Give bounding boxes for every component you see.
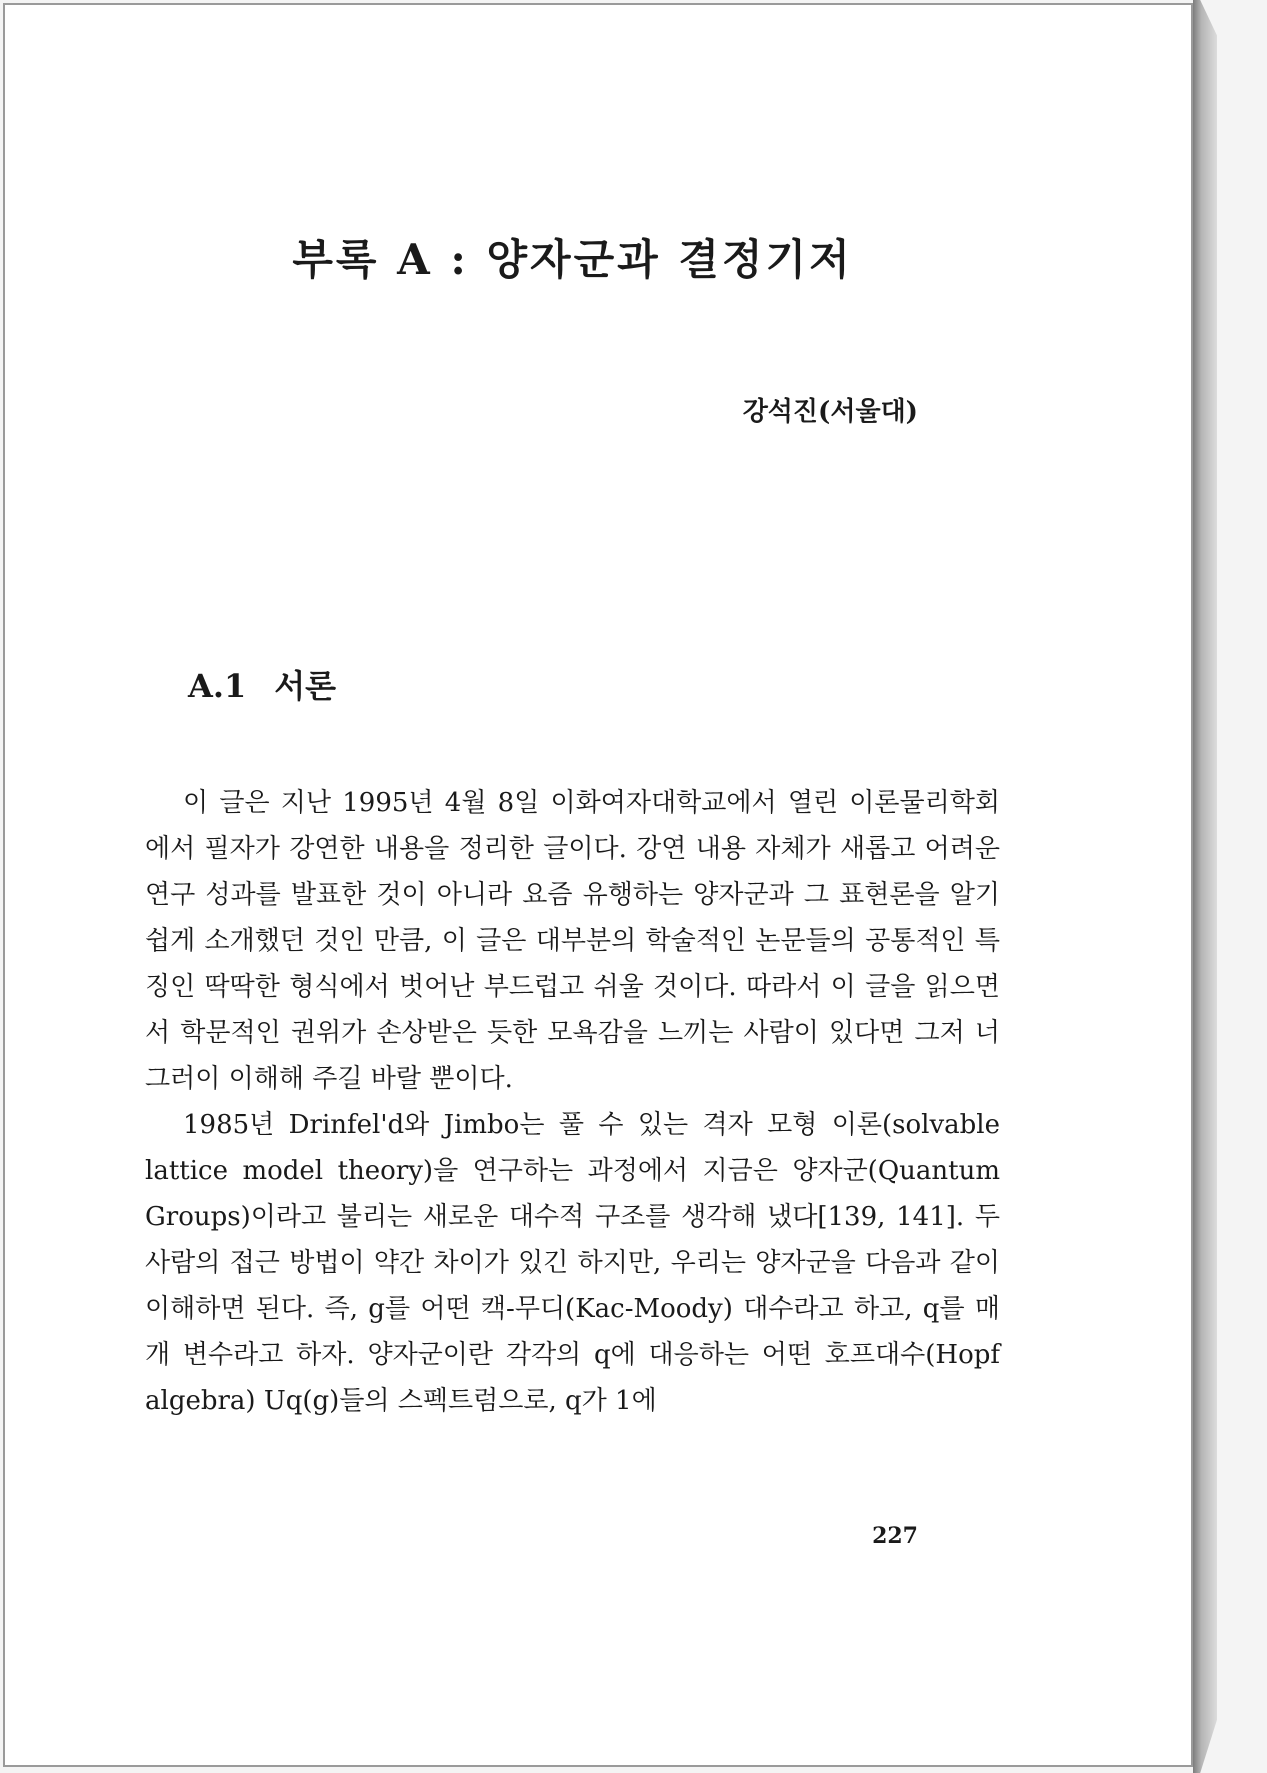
paragraph-intro: 이 글은 지난 1995년 4월 8일 이화여자대학교에서 열린 이론물리학회에서 필자가 강연한 내용을 정리한 글이다. 강연 내용 자체가 새롭고 어려운 연구 성과를 발표한 것이 아니라 요즘 유행하는 양자군과 그 표현론을 알기 쉽게 소개했던 것인 만큼, 이 글은 대부분의 학술적인 논문들의 공통적인 특징인 딱딱한 형식에서 벗어난 부드럽고 쉬울 것이다. 따라서 이 글을 읽으면서 학문적인 권위가 손상받은 듯한 모욕감을 느끼는 사람이 있다면 그저 너그러이 이해해 주길 바랄 뿐이다. [145, 788, 1000, 1094]
page-edge-shadow [1193, 0, 1217, 1773]
author-name: 강석진(서울대) [742, 397, 918, 427]
body-text [145, 780, 1000, 1424]
page-number: 227 [872, 1523, 918, 1549]
section-number: A.1 [188, 667, 247, 705]
section-heading [188, 661, 336, 707]
chapter-title: 부록 A : 양자군과 결정기저 [292, 235, 853, 284]
paragraph-quantum-groups: 1985년 Drinfel'd와 Jimbo는 풀 수 있는 격자 모형 이론(solvable lattice model theory)을 연구하는 과정에서 지금은 양자군(Quantum Groups)이라고 불리는 새로운 대수적 구조를 생각해 냈다[139, 141]. 두 사람의 접근 방법이 약간 차이가 있긴 하지만, 우리는 양자군을 다음과 같이 이해하면 된다. 즉, g를 어떤 캑-무디(Kac-Moody) 대수라고 하고, q를 매개 변수라고 하자. 양자군이란 각각의 q에 대응하는 어떤 호프대수(Hopf algebra) Uq(g)들의 스펙트럼으로, q가 1에 [145, 1110, 1000, 1416]
section-title: 서론 [274, 667, 337, 705]
document-page [3, 3, 1193, 1767]
